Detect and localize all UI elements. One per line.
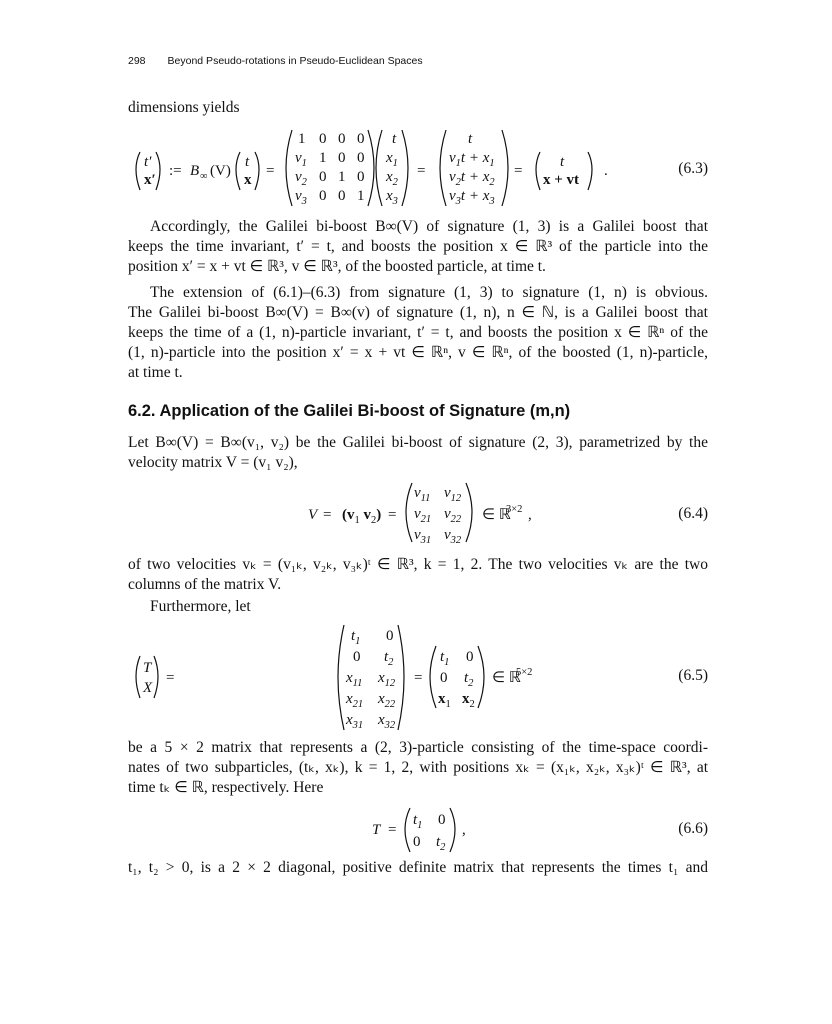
cell-3-1: $v_2$	[295, 169, 307, 188]
compact-11: $t_1$	[440, 649, 450, 668]
cell-42: $x_{22}$	[378, 691, 396, 710]
cell-2-4: 0	[357, 150, 365, 166]
eq-sign: =	[388, 507, 397, 523]
compact-12: 0	[466, 649, 474, 665]
cell-4-2: 0	[319, 188, 327, 204]
equation-6-6	[128, 804, 708, 854]
para-particle: be a 5 × 2 matrix that represents a (2, 3)-particle consisting of the time-space coordi- nates of two subparticles, (tₖ, xₖ), k = 1, 2, with positions xₖ = (x₁ₖ, x₂ₖ, x₃ₖ)ᵗ ∈ ℝ³, at time tₖ ∈ ℝ, respectively. Here	[128, 739, 708, 796]
cell-3-3: 1	[338, 169, 346, 185]
cell-22: $v_{22}$	[444, 506, 462, 525]
operator-b: B	[190, 163, 200, 179]
space-sup: 3×2	[506, 504, 523, 515]
lhs-bottom: X	[143, 680, 153, 696]
col-t: t	[392, 131, 397, 147]
col-x3: $x_3$	[386, 188, 398, 207]
paren	[588, 152, 592, 190]
cell-21: $v_{21}$	[414, 506, 432, 525]
paren	[402, 130, 408, 206]
cell-11: $v_{11}$	[414, 485, 431, 504]
equation-6-3	[128, 128, 708, 208]
equation-6-5-svg	[128, 622, 708, 732]
para-intro: dimensions yields	[128, 99, 240, 116]
cell-3-2: 0	[319, 169, 327, 185]
cell-2-3: 0	[338, 150, 346, 166]
eq-sign: =	[166, 670, 175, 686]
cell-22: $t_2$	[436, 834, 446, 853]
eq-sign: =	[417, 163, 426, 179]
space-r: ∈ ℝ	[492, 670, 521, 686]
equation-number: (6.3)	[678, 160, 708, 177]
section-title: 6.2. Application of the Galilei Bi-boost of Signature (m,n)	[128, 402, 571, 420]
cell-11: $t_1$	[413, 812, 423, 831]
cell-4-3: 0	[338, 188, 346, 204]
paren	[136, 656, 140, 698]
operator-sub: ∞	[200, 171, 208, 182]
paren	[466, 483, 472, 542]
lhs-t: T	[372, 822, 381, 838]
para-times: t₁, t₂ > 0, is a 2 × 2 diagonal, positive definite matrix that represents the times t₁ and	[128, 859, 708, 876]
vec-in-top: t	[245, 154, 250, 170]
cell-32: $v_{32}$	[444, 527, 462, 546]
paren	[156, 152, 160, 190]
final-top: t	[560, 154, 565, 170]
paren	[405, 808, 410, 852]
res-3: $v_2t + x_2$	[449, 169, 495, 188]
eq-sign: =	[414, 670, 423, 686]
cell-52: $x_{32}$	[378, 712, 396, 731]
cell-4-4: 1	[357, 188, 365, 204]
cell-22: $t_2$	[384, 649, 394, 668]
running-header	[128, 55, 423, 67]
operator-arg: (V)	[210, 163, 231, 179]
para-let: Let B∞(V) = B∞(v₁, v₂) be the Galilei bi-boost of signature (2, 3), parametrized by the velocity matrix V = (v₁ v₂),	[128, 434, 708, 471]
equation-6-4	[128, 480, 708, 546]
cell-12: $v_{12}$	[444, 485, 462, 504]
para-accordingly: Accordingly, the Galilei bi-boost B∞(V) of signature (1, 3) is a Galilei boost that keeps the time invariant, t′ = t, and boosts the position x ∈ ℝ³ of the particle into the position x′ = x + vt ∈ ℝ³, v ∈ ℝ³, of the boosted particle, at time t.	[128, 218, 708, 275]
final-bottom: x + vt	[543, 172, 580, 188]
eq-sign: =	[266, 163, 275, 179]
paren	[236, 152, 240, 190]
cell-2-1: $v_1$	[295, 150, 307, 169]
paren	[440, 130, 446, 206]
space-r: ∈ ℝ	[482, 507, 511, 523]
res-2: $v_1t + x_1$	[449, 150, 495, 169]
para-extension: The extension of (6.1)–(6.3) from signature (1, 3) to signature (1, n) is obvious. The Galilei bi-boost B∞(V) = B∞(v) of signature (1, n), n ∈ ℕ, is a Galilei boost that keeps the time of a (1, n)-particle invariant, t′ = t, and boosts the position x ∈ ℝⁿ of the (1, n)-particle into the position x′ = x + vt ∈ ℝⁿ, v ∈ ℝⁿ, of the boosted (1, n)-particle, at time t.	[128, 284, 708, 381]
paren	[255, 152, 259, 190]
paren	[406, 483, 412, 542]
eq-sign: =	[323, 507, 332, 523]
res-1: t	[468, 131, 473, 147]
paren	[502, 130, 508, 206]
cell-12: 0	[438, 812, 446, 828]
cell-31: $x_{11}$	[346, 670, 363, 689]
cell-21: 0	[413, 834, 421, 850]
paren	[398, 625, 404, 730]
equation-number: (6.4)	[678, 505, 708, 522]
cell-1-1: 1	[298, 131, 306, 147]
res-4: $v_3t + x_3$	[449, 188, 495, 207]
lhs-v: V	[308, 507, 318, 523]
period: .	[604, 163, 608, 179]
paren	[368, 130, 374, 206]
cell-12: 0	[386, 628, 394, 644]
cell-21: 0	[353, 649, 361, 665]
paren-v1v2: ($v_1$ $v_2$)	[342, 507, 382, 526]
paren	[286, 130, 292, 206]
paren	[136, 152, 140, 190]
eq-sign: =	[514, 163, 523, 179]
compact-31: $x_1$	[438, 691, 451, 710]
para-velocities: of two velocities vₖ = (v₁ₖ, v₂ₖ, v₃ₖ)ᵗ ∈ ℝ³, k = 1, 2. The two velocities vₖ are the two columns of the matrix V.	[128, 556, 708, 593]
paren	[450, 808, 455, 852]
cell-1-2: 0	[319, 131, 327, 147]
cell-51: $x_{31}$	[346, 712, 364, 731]
paren	[536, 152, 540, 190]
equation-number: (6.6)	[678, 820, 708, 837]
equation-6-6-svg	[128, 804, 708, 854]
cell-41: $x_{21}$	[346, 691, 364, 710]
cell-2-2: 1	[319, 150, 327, 166]
compact-22: $t_2$	[464, 670, 474, 689]
eq-sign: =	[388, 822, 397, 838]
paren	[338, 625, 344, 730]
col-x1: $x_1$	[386, 150, 398, 169]
cell-31: $v_{31}$	[414, 527, 432, 546]
lhs-top: t′	[144, 154, 152, 170]
paren	[376, 130, 382, 206]
space-sup: 5×2	[516, 667, 533, 678]
cell-4-1: $v_3$	[295, 188, 307, 207]
paren	[430, 646, 436, 708]
cell-1-3: 0	[338, 131, 346, 147]
equation-6-4-svg	[128, 480, 708, 546]
assign-sign: :=	[169, 163, 182, 179]
lhs-top: T	[143, 660, 152, 676]
paren	[154, 656, 158, 698]
equation-number: (6.5)	[678, 667, 708, 684]
compact-21: 0	[440, 670, 448, 686]
cell-1-4: 0	[357, 131, 365, 147]
para-furthermore: Furthermore, let	[150, 598, 251, 615]
comma: ,	[462, 822, 466, 838]
compact-32: $x_2$	[462, 691, 475, 710]
cell-11: $t_1$	[351, 628, 361, 647]
vec-in-bottom: x	[244, 172, 252, 188]
lhs-bottom: x′	[144, 172, 156, 188]
comma: ,	[528, 507, 532, 523]
col-x2: $x_2$	[386, 169, 398, 188]
running-title: Beyond Pseudo-rotations in Pseudo-Euclidean Spaces	[167, 55, 423, 67]
cell-32: $x_{12}$	[378, 670, 396, 689]
paren	[478, 646, 484, 708]
page-number: 298	[128, 55, 146, 67]
equation-6-3-svg	[128, 128, 708, 208]
equation-6-5	[128, 622, 708, 732]
cell-3-4: 0	[357, 169, 365, 185]
